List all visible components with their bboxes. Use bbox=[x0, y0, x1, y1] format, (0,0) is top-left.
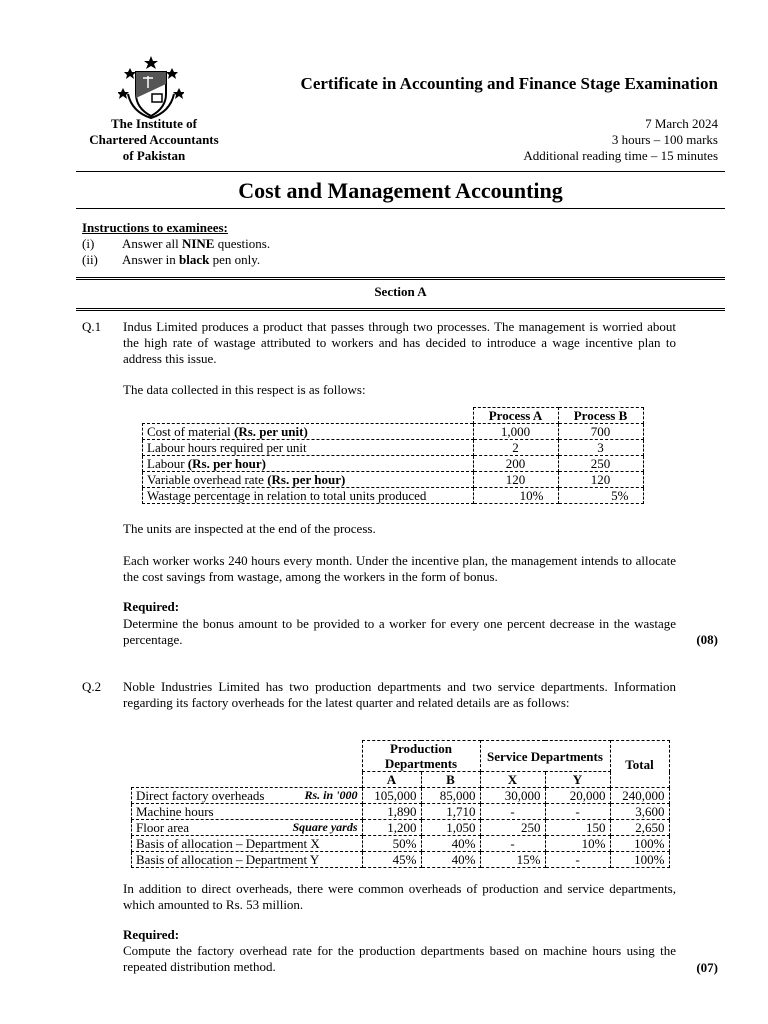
exam-date: 7 March 2024 bbox=[645, 116, 718, 131]
cell: 200 bbox=[473, 456, 558, 472]
page-title: Cost and Management Accounting bbox=[238, 178, 563, 203]
cell: - bbox=[480, 836, 545, 852]
cell: - bbox=[545, 804, 610, 820]
cell: 120 bbox=[558, 472, 643, 488]
cell: 20,000 bbox=[545, 788, 610, 804]
q1-inspection: The units are inspected at the end of the process. bbox=[123, 521, 376, 536]
cell: 250 bbox=[558, 456, 643, 472]
row-label: Basis of allocation – Department X bbox=[132, 836, 363, 852]
cell: 85,000 bbox=[421, 788, 480, 804]
instruction-number: (i) bbox=[82, 236, 95, 251]
cell: 50% bbox=[362, 836, 421, 852]
table-row bbox=[143, 456, 644, 472]
q1-intro: Indus Limited produces a product that passes through two processes. The management is worried about the high rate of wastage attributed to workers and has decided to introduce a wage incentive plan to address this issue. bbox=[123, 319, 676, 366]
q2-common-overheads: In addition to direct overheads, there were common overheads of production and service departments, which amounted to Rs. 53 million. bbox=[123, 881, 676, 912]
required-label: Required: bbox=[123, 927, 180, 942]
instructions-heading: Instructions to examinees: bbox=[82, 220, 228, 235]
table-row bbox=[143, 424, 644, 440]
table-row bbox=[132, 836, 670, 852]
cell: 30,000 bbox=[480, 788, 545, 804]
table-row bbox=[132, 852, 670, 868]
instruction-number: (ii) bbox=[82, 252, 98, 267]
column-header: A bbox=[362, 772, 421, 788]
instruction-text: Answer in black pen only. bbox=[122, 252, 261, 267]
table-row bbox=[143, 472, 644, 488]
table-row bbox=[143, 488, 644, 504]
table-row bbox=[132, 804, 670, 820]
q1-worker-info: Each worker works 240 hours every month. Under the incentive plan, the management intends to allocate the cost savings from wastage, among the workers in the form of bonus. bbox=[123, 553, 676, 584]
cell: 45% bbox=[362, 852, 421, 868]
instruction-item bbox=[82, 236, 270, 252]
row-label: Machine hours bbox=[132, 804, 363, 820]
q1-data-intro: The data collected in this respect is as follows: bbox=[123, 382, 366, 397]
row-label: Direct factory overheads Rs. in '000 bbox=[132, 788, 363, 804]
cell: 1,710 bbox=[421, 804, 480, 820]
row-label: Labour hours required per unit bbox=[143, 440, 474, 456]
cell: 10% bbox=[473, 488, 558, 504]
question-number: Q.2 bbox=[82, 679, 102, 694]
cell: 3 bbox=[558, 440, 643, 456]
column-header: Y bbox=[545, 772, 610, 788]
cell: 40% bbox=[421, 852, 480, 868]
cell: 5% bbox=[558, 488, 643, 504]
q2-intro: Noble Industries Limited has two production departments and two service departments. Information regarding its factory overheads for the latest quarter and related details are as follows: bbox=[123, 679, 676, 710]
cell: 40% bbox=[421, 836, 480, 852]
cell: - bbox=[480, 804, 545, 820]
cell: 105,000 bbox=[362, 788, 421, 804]
icap-logo-emblem bbox=[118, 54, 184, 120]
instruction-text: Answer all NINE questions. bbox=[122, 236, 271, 251]
exam-meta bbox=[420, 116, 718, 164]
instructions bbox=[82, 220, 270, 268]
q2-marks: (07) bbox=[696, 960, 718, 975]
column-header: Process A bbox=[473, 408, 558, 424]
cell: 100% bbox=[610, 852, 669, 868]
row-label: Variable overhead rate (Rs. per hour) bbox=[143, 472, 474, 488]
divider bbox=[76, 208, 725, 209]
cell: 1,890 bbox=[362, 804, 421, 820]
q2-required: Compute the factory overhead rate for the production departments based on machine hours using the repeated distribution method. bbox=[123, 943, 676, 974]
divider bbox=[76, 171, 725, 172]
instruction-item bbox=[82, 252, 270, 268]
exam-duration: 3 hours – 100 marks bbox=[611, 132, 718, 147]
cell: 1,200 bbox=[362, 820, 421, 836]
row-label: Basis of allocation – Department Y bbox=[132, 852, 363, 868]
cell: - bbox=[545, 852, 610, 868]
group-header: Total bbox=[610, 741, 669, 788]
cell: 10% bbox=[545, 836, 610, 852]
column-header: Process B bbox=[558, 408, 643, 424]
cell: 150 bbox=[545, 820, 610, 836]
row-label: Wastage percentage in relation to total units produced bbox=[143, 488, 474, 504]
q1-data-table bbox=[142, 407, 644, 504]
reading-time: Additional reading time – 15 minutes bbox=[523, 148, 718, 163]
cell: 700 bbox=[558, 424, 643, 440]
column-header: X bbox=[480, 772, 545, 788]
cell: 240,000 bbox=[610, 788, 669, 804]
section-label: Section A bbox=[374, 284, 427, 299]
q2-data-table bbox=[131, 740, 670, 868]
table-row bbox=[143, 440, 644, 456]
table-row bbox=[132, 788, 670, 804]
table-row bbox=[132, 820, 670, 836]
institute-line: of Pakistan bbox=[122, 148, 186, 163]
row-label: Cost of material (Rs. per unit) bbox=[143, 424, 474, 440]
q1-marks: (08) bbox=[696, 632, 718, 647]
institute-line: Chartered Accountants bbox=[89, 132, 219, 147]
q1-required: Determine the bonus amount to be provided to a worker for every one percent decrease in the wastage percentage. bbox=[123, 616, 676, 647]
cell: 2,650 bbox=[610, 820, 669, 836]
required-label: Required: bbox=[123, 599, 180, 614]
exam-title: Certificate in Accounting and Finance Stage Examination bbox=[300, 74, 718, 93]
group-header: Production Departments bbox=[362, 741, 480, 772]
cell: 1,050 bbox=[421, 820, 480, 836]
row-label: Labour (Rs. per hour) bbox=[143, 456, 474, 472]
cell: 100% bbox=[610, 836, 669, 852]
cell: 2 bbox=[473, 440, 558, 456]
cell: 120 bbox=[473, 472, 558, 488]
institute-name bbox=[70, 116, 238, 164]
cell: 3,600 bbox=[610, 804, 669, 820]
institute-line: The Institute of bbox=[111, 116, 197, 131]
column-header: B bbox=[421, 772, 480, 788]
question-number: Q.1 bbox=[82, 319, 102, 334]
cell: 15% bbox=[480, 852, 545, 868]
row-label: Floor area Square yards bbox=[132, 820, 363, 836]
group-header: Service Departments bbox=[480, 741, 610, 772]
cell: 250 bbox=[480, 820, 545, 836]
cell: 1,000 bbox=[473, 424, 558, 440]
